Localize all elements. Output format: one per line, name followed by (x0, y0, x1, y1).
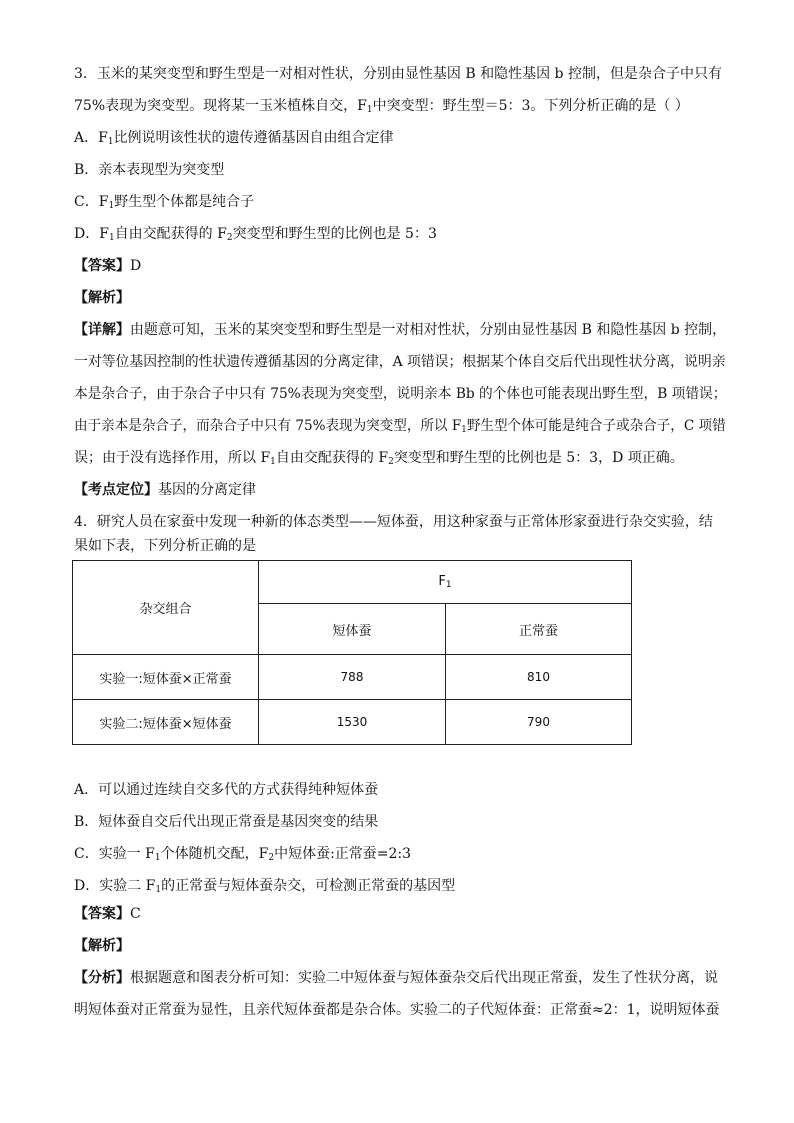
q4-stem-line-1: 4．研究人员在家蚕中发现一种新的体态类型——短体蚕，用这种家蚕与正常体形家蚕进行杂交实验，结 (74, 514, 713, 530)
table-row-label: 实验二:短体蚕×短体蚕 (73, 700, 259, 745)
q3-answer: 【答案】D (74, 258, 142, 274)
q3-option-d: D．$F_1$自由交配获得的 $F_2$突变型和野生型的比例也是 5：3 (74, 226, 437, 243)
table-cell: 810 (446, 655, 632, 700)
q4-fenxi-line-2: 明短体蚕对正常蚕为显性，且亲代短体蚕都是杂合体。实验二的子代短体蚕：正常蚕≈2：1，说明短体蚕 (74, 1002, 720, 1018)
q3-kaodian: 【考点定位】基因的分离定律 (74, 482, 256, 498)
q4-stem-line-2: 果如下表，下列分析正确的是 (74, 538, 256, 554)
q4-fenxi-line-1: 【分析】根据题意和图表分析可知：实验二中短体蚕与短体蚕杂交后代出现正常蚕，发生了性状分离，说 (74, 970, 718, 986)
q4-option-a: A．可以通过连续自交多代的方式获得纯种短体蚕 (74, 782, 379, 798)
q3-stem-line-1: 3．玉米的某突变型和野生型是一对相对性状，分别由显性基因 B 和隐性基因 b 控制，但是杂合子中只有 (74, 66, 722, 82)
table-header-cross: 杂交组合 (73, 561, 259, 655)
q3-option-c: C．$F_1$野生型个体都是纯合子 (74, 194, 255, 211)
q4-answer: 【答案】C (74, 906, 141, 922)
q3-detail-line-2: 一对等位基因控制的性状遗传遵循基因的分离定律，A 项错误；根据某个体自交后代出现性状分离，说明亲 (74, 354, 726, 370)
q4-option-c: C．实验一 $F_1$个体随机交配，$F_2$中短体蚕:正常蚕=2:3 (74, 846, 412, 863)
q4-data-table (72, 560, 632, 745)
table-subheader-short: 短体蚕 (259, 604, 446, 655)
table-cell: 790 (446, 700, 632, 745)
q3-stem-line-2: 75%表现为突变型。现将某一玉米植株自交，$F_1$中突变型：野生型＝5：3。下列分析正确的是（ ） (74, 98, 689, 115)
table-cell: 1530 (259, 700, 446, 745)
q3-analysis-heading: 【解析】 (74, 290, 130, 306)
q4-option-d: D．实验二 $F_1$的正常蚕与短体蚕杂交，可检测正常蚕的基因型 (74, 878, 456, 895)
table-row-label: 实验一:短体蚕×正常蚕 (73, 655, 259, 700)
table-subheader-normal: 正常蚕 (446, 604, 632, 655)
q3-detail-line-4: 由于亲本是杂合子，而杂合子中只有 75%表现为突变型，所以 $F_1$野生型个体可能是纯合子或杂合子，C 项错 (74, 418, 726, 435)
q4-option-b: B．短体蚕自交后代出现正常蚕是基因突变的结果 (74, 814, 379, 830)
table-row (73, 700, 632, 745)
table-header-f1: $F_1$ (259, 561, 632, 604)
table-cell: 788 (259, 655, 446, 700)
q3-option-a: A．$F_1$比例说明该性状的遗传遵循基因自由组合定律 (74, 130, 394, 147)
q3-detail-line-5: 误；由于没有选择作用，所以 $F_1$自由交配获得的 $F_2$突变型和野生型的比例也是 5：3，D 项正确。 (74, 450, 684, 467)
q3-detail-line-3: 本是杂合子，由于杂合子中只有 75%表现为突变型，说明亲本 Bb 的个体也可能表现出野生型，B 项错误； (74, 386, 727, 402)
q3-option-b: B．亲本表现型为突变型 (74, 162, 225, 178)
q3-detail-line-1: 【详解】由题意可知，玉米的某突变型和野生型是一对相对性状，分别由显性基因 B 和隐性基因 b 控制， (74, 322, 727, 338)
table-row (73, 655, 632, 700)
q4-analysis-heading: 【解析】 (74, 938, 130, 954)
